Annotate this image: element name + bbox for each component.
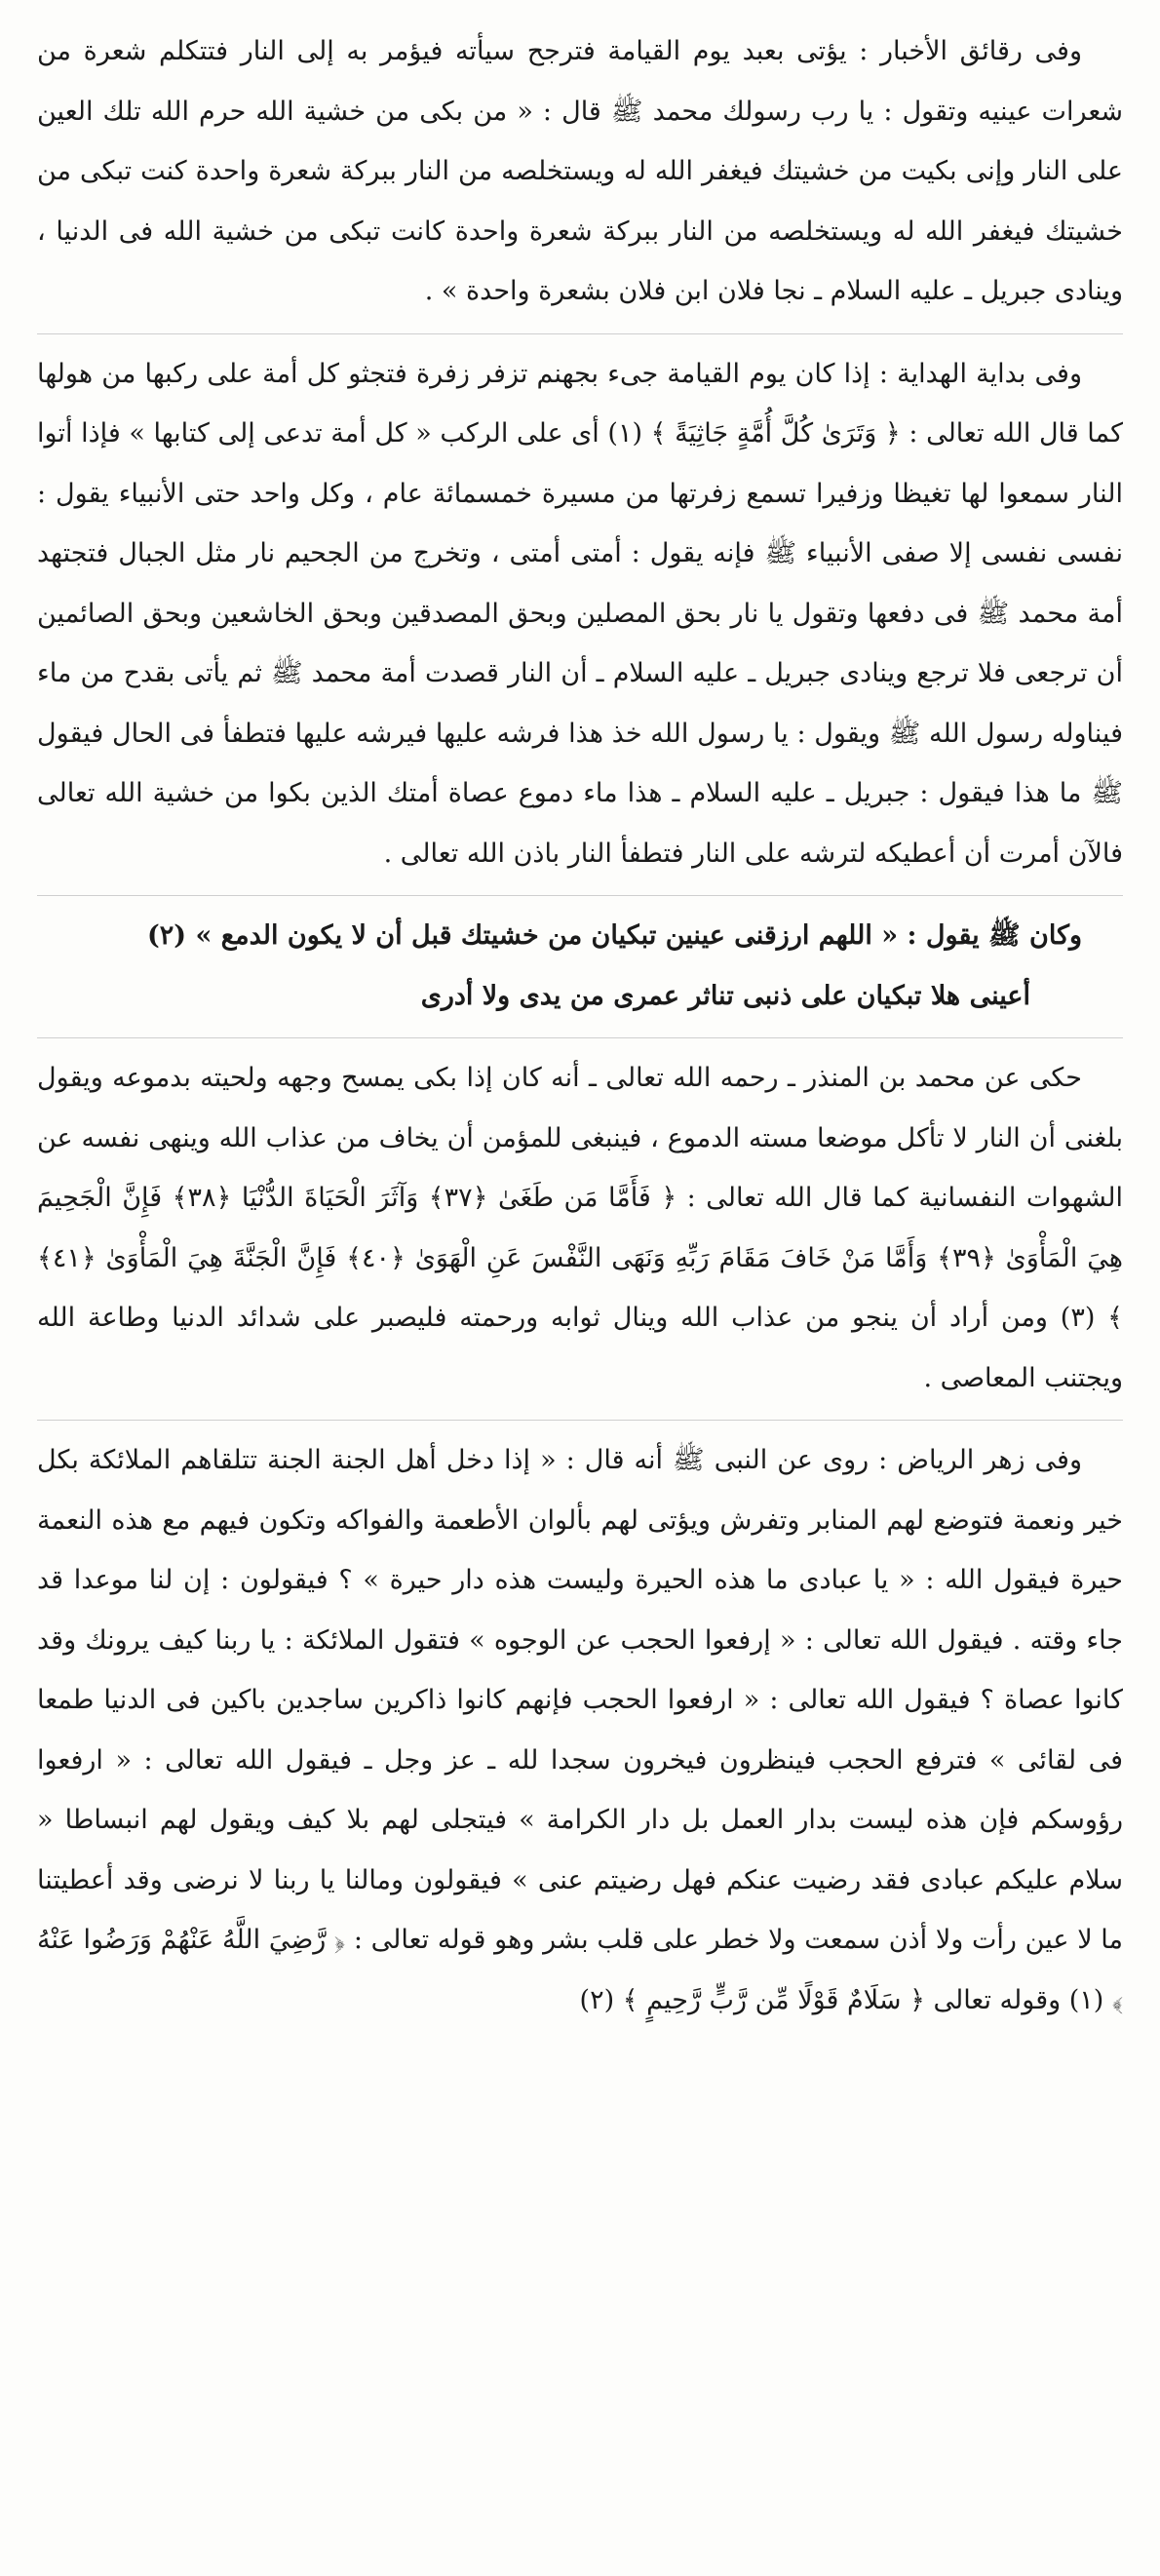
paragraph-prophet-dua: وكان ﷺ يقول : « اللهم ارزقنى عينين تبكيان من خشيتك قبل أن لا يكون الدمع » (٢)	[147, 920, 1082, 951]
paragraph-divider	[37, 1420, 1123, 1421]
paragraph-bidayat-al-hidaya: وفى بداية الهداية : إذا كان يوم القيامة جىء بجهنم تزفر زفرة فتجثو كل أمة على ركبها من هولها كما قال الله تعالى : ﴿ وَتَرَىٰ كُلَّ أُمَّةٍ جَاثِيَةً ﴾ (١) أى على الركب « كل أمة تدعى إلى كتابها » فإذا أتوا النار سمعوا لها تغيظا وزفيرا تسمع زفرتها من مسيرة خمسمائة عام ، وكل واحد حتى الأنبياء يقول : نفسى نفسى إلا صفى الأنبياء ﷺ فإنه يقول : أمتى أمتى ، وتخرج من الجحيم نار مثل الجبال فتجتهد أمة محمد ﷺ فى دفعها وتقول يا نار بحق المصلين وبحق المصدقين وبحق الخاشعين وبحق الصائمين أن ترجعى فلا ترجع وينادى جبريل ـ عليه السلام ـ أن النار قصدت أمة محمد ﷺ ثم يأتى بقدح من ماء فيناوله رسول الله ﷺ ويقول : يا رسول الله خذ هذا فرشه عليها فيرشه عليها فتطفأ فى الحال فيقول ﷺ ما هذا فيقول : جبريل ـ عليه السلام ـ هذا ماء دموع عصاة أمتك الذين بكوا من خشية الله تعالى فالآن أمرت أن أعطيكه لترشه على النار فتطفأ النار باذن الله تعالى .	[37, 358, 1123, 869]
paragraph-raqaiq-al-akhbar: وفى رقائق الأخبار : يؤتى بعبد يوم القيامة فترجح سيأته فيؤمر به إلى النار فتتكلم شعرة من شعرات عينيه وتقول : يا رب رسولك محمد ﷺ قال : « من بكى من خشية الله حرم الله تلك العين على النار وإنى بكيت من خشيتك فيغفر الله له ويستخلصه من النار ببركة شعرة واحدة كنت تبكى من خشيتك فيغفر الله له ويستخلصه من النار ببركة شعرة واحدة كانت تبكى من خشية الله فى الدنيا ، وينادى جبريل ـ عليه السلام ـ نجا فلان ابن فلان بشعرة واحدة » .	[37, 36, 1123, 306]
paragraph-divider	[37, 333, 1123, 334]
paragraph-divider	[37, 1037, 1123, 1038]
paragraph-zahr-al-riyad: وفى زهر الرياض : روى عن النبى ﷺ أنه قال : « إذا دخل أهل الجنة الجنة تتلقاهم الملائكة بكل خير ونعمة فتوضع لهم المنابر وتفرش ويؤتى لهم بألوان الأطعمة والفواكه وتكون فيهم مع هذه النعمة حيرة فيقول الله : « يا عبادى ما هذه الحيرة وليست هذه دار حيرة » ؟ فيقولون : إن لنا موعدا قد جاء وقته . فيقول الله تعالى : « إرفعوا الحجب عن الوجوه » فتقول الملائكة : يا ربنا كيف يرونك وقد كانوا عصاة ؟ فيقول الله تعالى : « ارفعوا الحجب فإنهم كانوا ذاكرين ساجدين باكين فى الدنيا طمعا فى لقائى » فترفع الحجب فينظرون فيخرون سجدا لله ـ عز وجل ـ فيقول الله تعالى : « ارفعوا رؤوسكم فإن هذه ليست بدار العمل بل دار الكرامة » فيتجلى لهم بلا كيف ويقول لهم انبساطا « سلام عليكم عبادى فقد رضيت عنكم فهل رضيتم عنى » فيقولون ومالنا يا ربنا لا نرضى وقد أعطيتنا ما لا عين رأت ولا أذن سمعت ولا خطر على قلب بشر وهو قوله تعالى : ﴿ رَّضِيَ اللَّهُ عَنْهُمْ وَرَضُوا عَنْهُ ﴾ (١) وقوله تعالى ﴿ سَلَامٌ قَوْلًا مِّن رَّبٍّ رَّحِيمٍ ﴾ (٢)	[37, 1445, 1123, 2015]
poetry-verse: أعينى هلا تبكيان على ذنبى تناثر عمرى من يدى ولا أدرى	[420, 980, 1030, 1011]
paragraph-ibn-al-munkadir: حكى عن محمد بن المنذر ـ رحمه الله تعالى ـ أنه كان إذا بكى يمسح وجهه ولحيته بدموعه ويقول بلغنى أن النار لا تأكل موضعا مسته الدموع ، فينبغى للمؤمن أن يخاف من عذاب الله وينهى نفسه عن الشهوات النفسانية كما قال الله تعالى : ﴿ فَأَمَّا مَن طَغَىٰ ﴿٣٧﴾ وَآثَرَ الْحَيَاةَ الدُّنْيَا ﴿٣٨﴾ فَإِنَّ الْجَحِيمَ هِيَ الْمَأْوَىٰ ﴿٣٩﴾ وَأَمَّا مَنْ خَافَ مَقَامَ رَبِّهِ وَنَهَى النَّفْسَ عَنِ الْهَوَىٰ ﴿٤٠﴾ فَإِنَّ الْجَنَّةَ هِيَ الْمَأْوَىٰ ﴿٤١﴾ ﴾ (٣) ومن أراد أن ينجو من عذاب الله وينال ثوابه ورحمته فليصبر على شدائد الدنيا وطاعة الله ويجتنب المعاصى .	[37, 1063, 1124, 1393]
paragraph-divider	[37, 895, 1123, 896]
